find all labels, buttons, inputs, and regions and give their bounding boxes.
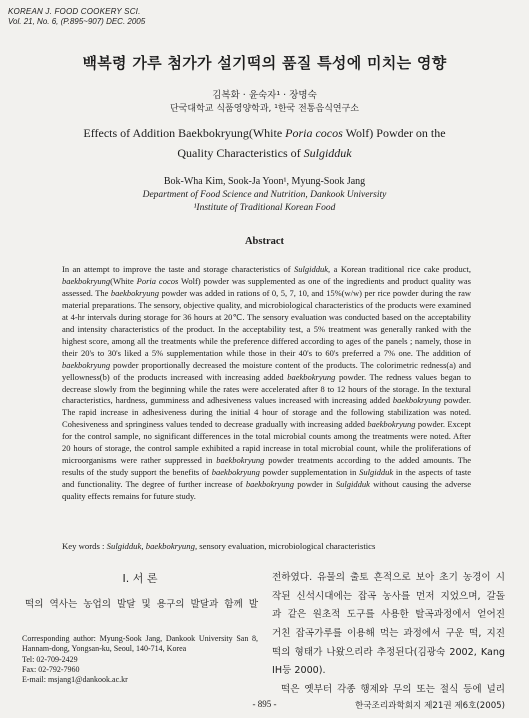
text-run: powder. Except for the control sample, no significant differences in the total microbial counts among the treatments were noted. After 20 hours of storage, the control sample exhibited a rapid increase in total microbial count, while the proliferations of microorganisms were rather suppressed in	[62, 419, 472, 466]
text-run: Wolf) powder was supplemented as one of the ingredients and product quality was assessed. The	[62, 275, 471, 298]
text-run: powder. The rapid increase in adhesiveness during the initial 4 hour of storage and the following stabilization was noted. Cohesiveness and springiness values tended to decrease gradually with increasing added	[62, 395, 471, 430]
journal-issue: Vol. 21, No. 6, (P.895~907) DEC. 2005	[8, 17, 146, 26]
italic-term: baekbokryung	[62, 359, 111, 370]
korean-authors: 김복화 · 윤숙자¹ · 장명숙	[212, 90, 317, 101]
italic-term: Sulgidduk, baekbokryung,	[106, 541, 198, 551]
body-line: 떡은 옛부터 각종 행제와 무의 또는 절식 등에 널리	[281, 684, 505, 696]
italic-term: Poria cocos	[285, 126, 343, 140]
english-authors: Bok-Wha Kim, Sook-Ja Yoon¹, Myung-Sook Jang	[163, 176, 366, 187]
italic-term: Sulgidduk	[294, 264, 329, 274]
corresponding-author: Corresponding author: Myung-Sook Jang, Dankook University San 8, Hannam-dong, Yongsan-ku, Seoul, 140-714, Korea	[22, 634, 258, 654]
body-line: IH등 2000).	[272, 665, 326, 677]
italic-term: Sulgidduk	[335, 479, 370, 490]
text-run: in the aspects of taste and functionality. The degree of further increase of	[62, 467, 471, 490]
fax: Fax: 02-792-7960	[22, 664, 80, 674]
text-run: powder treatments according to the added amounts. The results of the study support the benefits of	[62, 455, 472, 478]
italic-term: baekbokryung	[216, 455, 265, 466]
text-run: (White	[110, 275, 137, 286]
page-number: - 895 -	[252, 699, 277, 709]
korean-affiliation: 단국대학교 식품영양학과, ¹한국 전통음식연구소	[170, 104, 359, 114]
text-run: Wolf) Powder on the	[342, 126, 446, 140]
text-run: Quality Characteristics of	[177, 146, 304, 160]
text-run: , a Korean traditional rice cake product,	[328, 264, 471, 274]
section-heading-introduction: Ⅰ. 서 론	[122, 572, 158, 585]
italic-term: Sulgidduk	[303, 146, 352, 160]
text-run: powder in	[294, 479, 336, 490]
italic-term: baekbokryung	[110, 287, 160, 298]
footer-journal-info: 한국조리과학회지 제21권 제6호(2005)	[354, 701, 505, 711]
telephone: Tel: 02-709-2429	[22, 654, 78, 664]
left-column-body	[22, 596, 258, 615]
text-run: In an attempt to improve the taste and storage characteristics of	[62, 264, 295, 274]
abstract-body	[62, 264, 471, 503]
affiliation-department: Department of Food Science and Nutrition, Dankook University	[142, 190, 387, 200]
text-run: powder. The redness values began to decrease slowly from the beginning while the rates were accelerated after 8 to 12 hours of the storage. In the textural characteristics, hardness, gumminess and adhesiveness values increased with increasing added	[62, 371, 471, 406]
body-line: 거친 잡곡가루를 이용해 먹는 과정에서 구운 떡, 지진	[272, 628, 505, 640]
italic-term: baekbokryung	[287, 371, 336, 382]
body-line: 전하였다. 유물의 출토 흔적으로 보아 초기 농경이 시	[272, 572, 505, 583]
email: E-mail: msjang1@dankook.ac.kr	[22, 675, 128, 685]
korean-title: 백복령 가루 첨가가 설기떡의 품질 특성에 미치는 영향	[82, 54, 447, 72]
text-run: powder proportionally decreased the moisture content of the products. The colorimetric redness(a) and yellowness(b) of the products increased with increasing added	[62, 359, 471, 382]
italic-term: baekbokryung	[392, 395, 441, 406]
text-run: sensory evaluation, microbiological characteristics	[197, 541, 376, 551]
text-run: powder was added in rations of 0, 5, 7, 10, and 15%(w/w) per rice powder during the raw material preparations. The sensory, objective quality, and microbiological characteristics of the products were examined at 4-hr intervals during storage for 36 hours at 20℃. The sensory evaluation was conducted based on the acceptability and intensity characteristics of the product. In the acceptability test, a 5% treatment was generally ranked with the highest score, among all the treatments while the preference differed according to ages of the panels ; namely, those in their 20's to 30's liked a 5% supplementation while those in their 40's to 60's preferred a 7% one. The addition of	[62, 287, 471, 358]
journal-name: KOREAN J. FOOD COOKERY SCI.	[8, 7, 141, 16]
text-run: Key words :	[62, 541, 107, 551]
body-line: 작된 신석시대에는 잡곡 농사를 먼저 지었으며, 갈돌	[272, 590, 505, 602]
body-line: 과 같은 원초적 도구를 사용한 탈곡과정에서 얻어진	[272, 609, 505, 621]
text-run: Effects of Addition Baekbokryung(White	[83, 126, 286, 140]
italic-term: Sulgidduk	[359, 467, 394, 478]
italic-term: baekbokryung	[245, 479, 295, 490]
abstract-heading: Abstract	[244, 236, 285, 247]
right-column-body	[272, 569, 505, 700]
text-run: without causing the adverse quality effects remains for future study.	[62, 479, 472, 502]
affiliation-institute: ¹Institute of Traditional Korean Food	[193, 203, 336, 213]
keywords	[62, 541, 482, 551]
english-title-line-2	[0, 146, 529, 161]
body-line: 떡의 역사는 농업의 발달 및 용구의 발달과 함께 발	[25, 599, 258, 610]
italic-term: baekbokryung	[367, 419, 416, 430]
body-line: 떡의 형태가 나왔으리라 추정된다(김광숙 2002, Kang	[272, 646, 505, 658]
corresponding-author-footnote	[22, 634, 258, 685]
text-run: powder supplementation in	[259, 467, 360, 478]
italic-term: Poria cocos	[136, 275, 179, 286]
italic-term: baekbokryung	[62, 275, 111, 286]
italic-term: baekbokryung	[211, 467, 260, 478]
english-title-line-1	[0, 126, 529, 141]
